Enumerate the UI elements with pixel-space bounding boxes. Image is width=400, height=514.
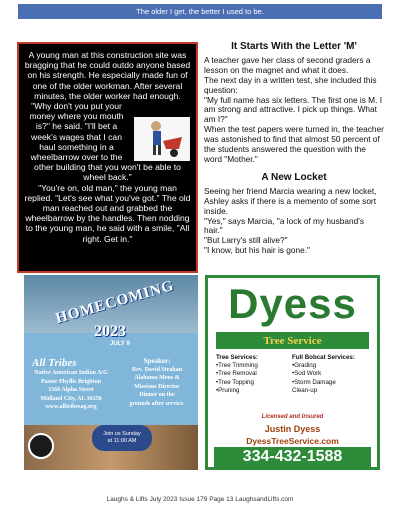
speaker-line: Rev. David Strahan <box>131 366 183 373</box>
wheelbarrow-story <box>17 42 198 273</box>
church-line: Pastor Phyllis Brighton <box>41 378 101 385</box>
dyess-phone: 334-432-1588 <box>214 447 371 467</box>
licensed-text: Licensed and Insured <box>261 414 324 420</box>
speaker-line: grounds after service. <box>129 400 185 407</box>
story2-paragraph-1: A teacher gave her class of second graders a lesson on the magnet and what it does. <box>204 54 371 75</box>
bobcat-service-item: •Grading <box>292 362 317 370</box>
bobcat-service-item: •Storm Damage <box>292 378 336 386</box>
homecoming-year: 2023 <box>94 323 126 340</box>
church-details <box>28 369 114 412</box>
tree-service-item: •Pruning <box>216 386 240 394</box>
story2-paragraph-3: "My full name has six letters. The first one is M. I am strong and attractive. I pick up things. What am I?" <box>204 94 383 125</box>
homecoming-ad <box>24 275 198 470</box>
speaker-line: Alabama Mens & <box>134 375 180 381</box>
tree-services-list <box>216 354 288 395</box>
story3-paragraph-1: Seeing her friend Marcia wearing a new locket, Ashley asks if there is a memento of some sort inside. <box>204 185 377 216</box>
bobcat-service-item: Clean-up <box>292 386 318 394</box>
dyess-tree-ad <box>205 275 380 470</box>
speaker-line: Dinner on the <box>139 392 175 398</box>
wheelbarrow-illustration <box>134 117 190 161</box>
story1-paragraph-1: A young man at this construction site was bragging that he could outdo anyone based on his strength. He especially made fun of one of the older workman. After several minutes, the older worker had enough. <box>24 50 191 101</box>
story3-paragraph-4: "I know, but his hair is gone." <box>204 245 310 256</box>
right-column <box>204 42 384 256</box>
story2-title: It Starts With the Letter 'M' <box>231 42 357 52</box>
church-logo-icon <box>28 433 54 459</box>
tree-service-item: •Tree Trimming <box>216 362 258 370</box>
church-line: Native American Indian A/G <box>34 370 108 376</box>
church-line: 1566 Alpha Street <box>48 387 94 393</box>
church-website: www.alltribesag.org <box>45 404 97 410</box>
join-line-2: at 11:00 AM <box>107 438 137 444</box>
top-banner: The older I get, the better I used to be. <box>18 4 382 19</box>
story3-paragraph-2: "Yes," says Marcia, "a lock of my husband's hair." <box>204 215 364 236</box>
story1-paragraph-2: "Why don't you put your money where you mouth is?" he said. "I'll bet a week's wages that I can haul something in a wheelbarrow over to the other building that you won't be able to wheel back." <box>29 101 181 183</box>
church-line: Midland City, AL 36350 <box>40 395 102 402</box>
bobcat-services-list <box>292 354 374 395</box>
story2-paragraph-2: The next day in a written test, she included this question: <box>204 74 377 95</box>
story1-paragraph-3: "You're on, old man," the young man replied. "Let's see what you've got." The old man reached out and grabbed the wheelbarrow by the handles. Then nodding to the young man, he said with a smile, "All right. Get in." <box>24 182 191 244</box>
story3-paragraph-3: "But Larry's still alive?" <box>204 235 288 246</box>
tree-service-item: •Tree Topping <box>216 378 254 386</box>
story2-paragraph-4: When the test papers were turned in, the teacher was astonished to find that almost 50 percent of the students answered the question with the word "Mother." <box>204 124 384 164</box>
dyess-tagline: Tree Service <box>216 332 369 349</box>
homecoming-date: JULY 9 <box>110 341 130 347</box>
bobcat-services-heading: Full Bobcat Services: <box>292 354 355 361</box>
dyess-logo-name: Dyess <box>228 280 357 327</box>
bobcat-service-item: •Sod Work <box>292 370 322 378</box>
tree-service-item: •Tree Removal <box>216 370 257 378</box>
tree-services-heading: Tree Services: <box>216 354 258 361</box>
dyess-website: DyessTreeService.com <box>246 436 339 446</box>
speaker-title: Speaker: <box>143 357 171 365</box>
homecoming-title: HOMECOMING <box>53 277 177 327</box>
page-footer: Laughs & Lifts July 2023 Issue 179 Page 13 LaughsandLifts.com <box>106 496 294 503</box>
speaker-details <box>118 357 196 408</box>
service-time-badge <box>92 425 152 451</box>
owner-name: Justin Dyess <box>264 424 321 434</box>
church-name: All Tribes <box>32 357 77 369</box>
join-line-1: Join us Sunday <box>103 431 141 437</box>
speaker-line: Missions Director <box>134 383 180 390</box>
story3-title: A New Locket <box>261 171 327 183</box>
